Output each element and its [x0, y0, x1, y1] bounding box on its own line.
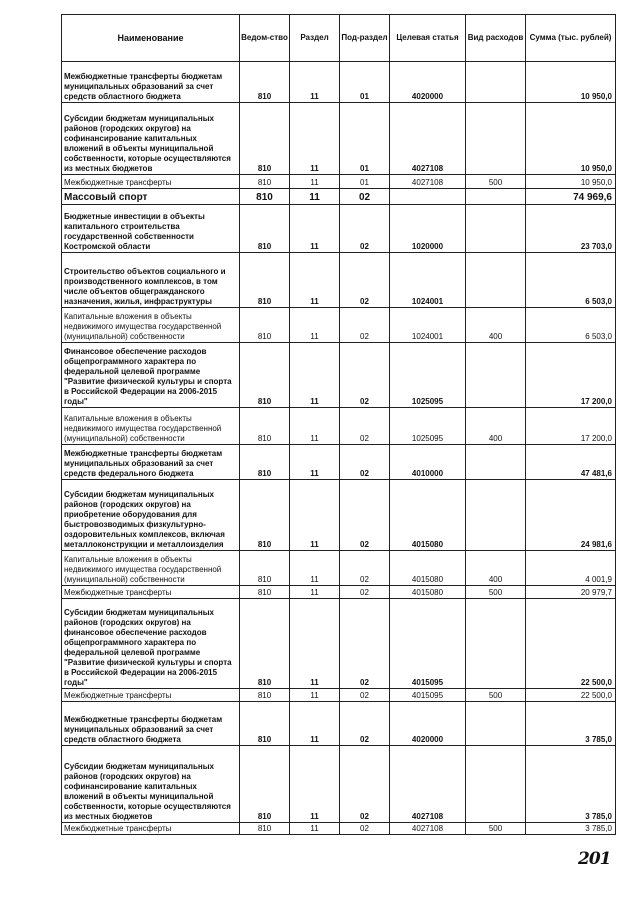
row-target-cell: 1024001	[390, 308, 466, 343]
row-sum-cell: 3 785,0	[526, 746, 616, 823]
row-target-cell: 4027108	[390, 746, 466, 823]
table-row	[62, 343, 616, 408]
row-exptype-cell	[466, 746, 526, 823]
row-dept-cell: 810	[240, 253, 290, 308]
row-section-cell: 11	[290, 746, 340, 823]
table-row	[62, 62, 616, 103]
row-section-cell: 11	[290, 445, 340, 480]
budget-table	[61, 14, 616, 835]
table-row	[62, 189, 616, 205]
row-exptype-cell: 400	[466, 551, 526, 586]
row-section-cell: 11	[290, 253, 340, 308]
row-name-cell: Субсидии бюджетам муниципальных районов (городских округов) на финансовое обеспечение расходов общепрограммного характера по федеральной целевой программе "Развитие физической культуры и спорта в Российской Федерации на 2006-2015 годы"	[62, 599, 240, 689]
row-section-cell: 11	[290, 551, 340, 586]
row-sum-cell: 3 785,0	[526, 702, 616, 746]
row-section-cell: 11	[290, 480, 340, 551]
row-section-cell: 11	[290, 62, 340, 103]
header-exptype: Вид расходов	[466, 15, 526, 62]
row-section-cell: 11	[290, 586, 340, 599]
row-subsection-cell: 02	[340, 586, 390, 599]
row-sum-cell: 17 200,0	[526, 408, 616, 445]
row-target-cell: 4015095	[390, 689, 466, 702]
row-exptype-cell	[466, 103, 526, 175]
row-exptype-cell: 500	[466, 823, 526, 835]
row-dept-cell: 810	[240, 746, 290, 823]
row-name-cell: Строительство объектов социального и производственного комплексов, в том числе объектов общегражданского назначения, жилья, инфраструктуры	[62, 253, 240, 308]
row-dept-cell: 810	[240, 308, 290, 343]
row-subsection-cell: 02	[340, 189, 390, 205]
row-subsection-cell: 02	[340, 445, 390, 480]
table-row	[62, 480, 616, 551]
row-exptype-cell	[466, 253, 526, 308]
row-dept-cell: 810	[240, 445, 290, 480]
row-target-cell: 4015080	[390, 551, 466, 586]
row-exptype-cell	[466, 343, 526, 408]
table-row	[62, 205, 616, 253]
row-subsection-cell: 01	[340, 175, 390, 189]
row-name-cell: Субсидии бюджетам муниципальных районов (городских округов) на приобретение оборудования для быстровозводимых физкультурно-оздоровительных комплексов, включая металлоконструкции и металлоизделия	[62, 480, 240, 551]
header-name: Наименование	[62, 15, 240, 62]
row-dept-cell: 810	[240, 586, 290, 599]
row-section-cell: 11	[290, 599, 340, 689]
row-dept-cell: 810	[240, 551, 290, 586]
row-sum-cell: 10 950,0	[526, 62, 616, 103]
row-name-cell: Межбюджетные трансферты	[62, 689, 240, 702]
row-dept-cell: 810	[240, 175, 290, 189]
table-row	[62, 103, 616, 175]
row-name-cell: Капитальные вложения в объекты недвижимого имущества государственной (муниципальной) собственности	[62, 408, 240, 445]
row-dept-cell: 810	[240, 205, 290, 253]
table-row	[62, 308, 616, 343]
row-dept-cell: 810	[240, 689, 290, 702]
table-row	[62, 689, 616, 702]
table-row	[62, 175, 616, 189]
row-target-cell: 1025095	[390, 343, 466, 408]
row-section-cell: 11	[290, 408, 340, 445]
row-dept-cell: 810	[240, 702, 290, 746]
row-sum-cell: 20 979,7	[526, 586, 616, 599]
row-subsection-cell: 02	[340, 480, 390, 551]
row-dept-cell: 810	[240, 343, 290, 408]
row-target-cell: 4020000	[390, 62, 466, 103]
row-name-cell: Субсидии бюджетам муниципальных районов (городских округов) на софинансирование капитальных вложений в объекты муниципальной собственности, которые осуществляются из местных бюджетов	[62, 103, 240, 175]
header-sum: Сумма (тыс. рублей)	[526, 15, 616, 62]
budget-table-sheet	[61, 14, 615, 835]
row-target-cell: 4015080	[390, 586, 466, 599]
row-target-cell: 4027108	[390, 103, 466, 175]
row-target-cell: 4010000	[390, 445, 466, 480]
row-exptype-cell	[466, 702, 526, 746]
table-body	[62, 62, 616, 835]
row-name-cell: Субсидии бюджетам муниципальных районов (городских округов) на софинансирование капитальных вложений в объекты муниципальной собственности, которые осуществляются из местных бюджетов	[62, 746, 240, 823]
table-row	[62, 823, 616, 835]
row-exptype-cell: 500	[466, 689, 526, 702]
row-target-cell: 1020000	[390, 205, 466, 253]
row-name-cell: Межбюджетные трансферты	[62, 586, 240, 599]
table-row	[62, 551, 616, 586]
row-subsection-cell: 02	[340, 253, 390, 308]
row-name-cell: Бюджетные инвестиции в объекты капитального строительства государственной собственности Костромской области	[62, 205, 240, 253]
row-sum-cell: 4 001,9	[526, 551, 616, 586]
row-exptype-cell	[466, 599, 526, 689]
row-section-cell: 11	[290, 103, 340, 175]
row-exptype-cell: 400	[466, 408, 526, 445]
row-sum-cell: 74 969,6	[526, 189, 616, 205]
table-row	[62, 599, 616, 689]
row-sum-cell: 47 481,6	[526, 445, 616, 480]
row-exptype-cell	[466, 480, 526, 551]
row-subsection-cell: 02	[340, 689, 390, 702]
row-section-cell: 11	[290, 308, 340, 343]
row-section-cell: 11	[290, 702, 340, 746]
row-sum-cell: 22 500,0	[526, 599, 616, 689]
row-sum-cell: 3 785,0	[526, 823, 616, 835]
row-name-cell: Межбюджетные трансферты бюджетам муниципальных образований за счет средств федерального бюджета	[62, 445, 240, 480]
row-exptype-cell	[466, 189, 526, 205]
row-name-cell: Капитальные вложения в объекты недвижимого имущества государственной (муниципальной) собственности	[62, 308, 240, 343]
row-sum-cell: 10 950,0	[526, 103, 616, 175]
row-section-cell: 11	[290, 175, 340, 189]
row-subsection-cell: 01	[340, 103, 390, 175]
row-subsection-cell: 02	[340, 551, 390, 586]
row-exptype-cell: 400	[466, 308, 526, 343]
table-row	[62, 702, 616, 746]
row-subsection-cell: 02	[340, 702, 390, 746]
table-row	[62, 586, 616, 599]
row-section-cell: 11	[290, 689, 340, 702]
row-name-cell: Капитальные вложения в объекты недвижимого имущества государственной (муниципальной) собственности	[62, 551, 240, 586]
row-subsection-cell: 02	[340, 746, 390, 823]
row-dept-cell: 810	[240, 189, 290, 205]
row-name-cell: Финансовое обеспечение расходов общепрограммного характера по федеральной целевой программе "Развитие физической культуры и спорта в Российской Федерации на 2006-2015 годы"	[62, 343, 240, 408]
row-dept-cell: 810	[240, 62, 290, 103]
row-target-cell: 4027108	[390, 823, 466, 835]
row-subsection-cell: 02	[340, 408, 390, 445]
row-section-cell: 11	[290, 189, 340, 205]
row-exptype-cell	[466, 62, 526, 103]
row-name-cell: Массовый спорт	[62, 189, 240, 205]
table-row	[62, 408, 616, 445]
row-dept-cell: 810	[240, 599, 290, 689]
header-dept: Ведом-ство	[240, 15, 290, 62]
row-target-cell: 4020000	[390, 702, 466, 746]
row-name-cell: Межбюджетные трансферты бюджетам муниципальных образований за счет средств областного бюджета	[62, 702, 240, 746]
row-sum-cell: 24 981,6	[526, 480, 616, 551]
row-target-cell: 4015095	[390, 599, 466, 689]
header-target: Целевая статья	[390, 15, 466, 62]
row-name-cell: Межбюджетные трансферты	[62, 175, 240, 189]
row-section-cell: 11	[290, 823, 340, 835]
header-subsection: Под-раздел	[340, 15, 390, 62]
row-target-cell: 1025095	[390, 408, 466, 445]
row-section-cell: 11	[290, 205, 340, 253]
table-row	[62, 253, 616, 308]
row-exptype-cell	[466, 205, 526, 253]
row-dept-cell: 810	[240, 408, 290, 445]
row-sum-cell: 6 503,0	[526, 253, 616, 308]
row-dept-cell: 810	[240, 480, 290, 551]
row-target-cell: 4027108	[390, 175, 466, 189]
row-name-cell: Межбюджетные трансферты	[62, 823, 240, 835]
row-name-cell: Межбюджетные трансферты бюджетам муниципальных образований за счет средств областного бюджета	[62, 62, 240, 103]
header-section: Раздел	[290, 15, 340, 62]
row-subsection-cell: 02	[340, 599, 390, 689]
page-number: 201	[578, 849, 611, 869]
row-dept-cell: 810	[240, 103, 290, 175]
row-exptype-cell: 500	[466, 175, 526, 189]
row-exptype-cell: 500	[466, 586, 526, 599]
row-dept-cell: 810	[240, 823, 290, 835]
row-target-cell: 1024001	[390, 253, 466, 308]
row-subsection-cell: 02	[340, 205, 390, 253]
row-sum-cell: 6 503,0	[526, 308, 616, 343]
row-sum-cell: 17 200,0	[526, 343, 616, 408]
row-subsection-cell: 02	[340, 308, 390, 343]
row-sum-cell: 23 703,0	[526, 205, 616, 253]
row-subsection-cell: 02	[340, 823, 390, 835]
row-subsection-cell: 01	[340, 62, 390, 103]
row-sum-cell: 22 500,0	[526, 689, 616, 702]
row-target-cell: 4015080	[390, 480, 466, 551]
table-header-row	[62, 15, 616, 62]
row-target-cell	[390, 189, 466, 205]
row-exptype-cell	[466, 445, 526, 480]
table-row	[62, 746, 616, 823]
row-subsection-cell: 02	[340, 343, 390, 408]
table-row	[62, 445, 616, 480]
row-section-cell: 11	[290, 343, 340, 408]
row-sum-cell: 10 950,0	[526, 175, 616, 189]
